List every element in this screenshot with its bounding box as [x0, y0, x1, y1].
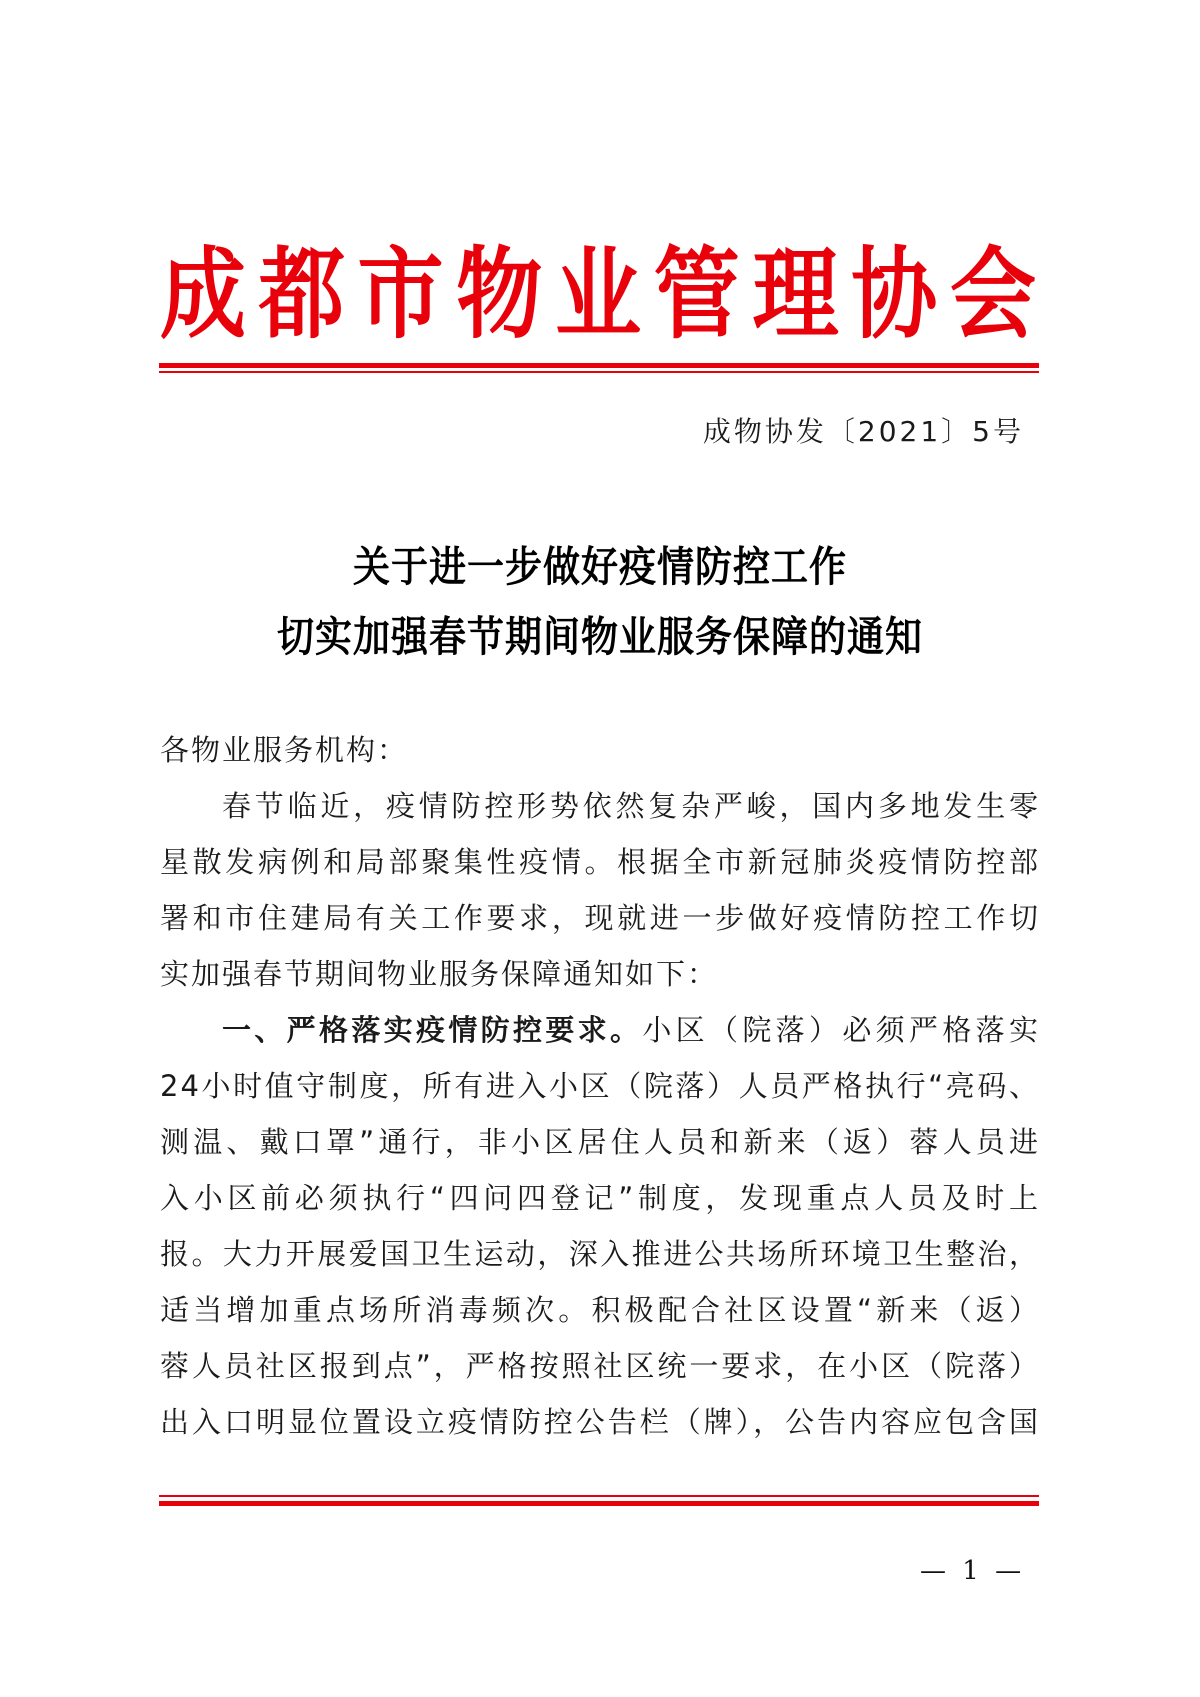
document-body — [160, 722, 1040, 1450]
page-number: — 1 — — [920, 1556, 1026, 1586]
body-line: 适当增加重点场所消毒频次。积极配合社区设置“新来（返） — [160, 1293, 1040, 1327]
body-line: 测温、戴口罩”通行，非小区居住人员和新来（返）蓉人员进 — [160, 1125, 1040, 1159]
body-line: 24小时值守制度，所有进入小区（院落）人员严格执行“亮码、 — [160, 1069, 1040, 1103]
body-line: 实加强春节期间物业服务保障通知如下： — [160, 957, 719, 991]
document-number: 成物协发〔2021〕5号 — [702, 415, 1024, 448]
section-1-first-line-text: 小区（院落）必须严格落实 — [642, 1013, 1040, 1047]
body-line: 出入口明显位置设立疫情防控公告栏（牌），公告内容应包含国 — [160, 1405, 1040, 1439]
body-line: 入小区前必须执行“四问四登记”制度，发现重点人员及时上 — [160, 1181, 1040, 1215]
footer-rule-thin — [159, 1495, 1039, 1497]
document-title-line-2: 切实加强春节期间物业服务保障的通知 — [277, 611, 923, 662]
body-line: 春节临近，疫情防控形势依然复杂严峻，国内多地发生零 — [222, 789, 1040, 823]
footer-rule-thick — [159, 1501, 1039, 1506]
letterhead-rule-thin — [159, 371, 1039, 373]
letterhead-title: 成都市物业管理协会 — [160, 236, 1040, 353]
section-1-first-line — [160, 1002, 1040, 1058]
body-line: 星散发病例和局部聚集性疫情。根据全市新冠肺炎疫情防控部 — [160, 845, 1040, 879]
body-line: 署和市住建局有关工作要求，现就进一步做好疫情防控工作切 — [160, 901, 1040, 935]
body-line: 报。大力开展爱国卫生运动，深入推进公共场所环境卫生整治， — [160, 1237, 1040, 1271]
document-title-line-1: 关于进一步做好疫情防控工作 — [353, 541, 847, 592]
body-line: 蓉人员社区报到点”，严格按照社区统一要求，在小区（院落） — [160, 1349, 1040, 1383]
salutation: 各物业服务机构： — [160, 733, 409, 767]
section-1-heading: 一、严格落实疫情防控要求。 — [222, 1013, 643, 1047]
letterhead-rule-thick — [159, 363, 1039, 368]
